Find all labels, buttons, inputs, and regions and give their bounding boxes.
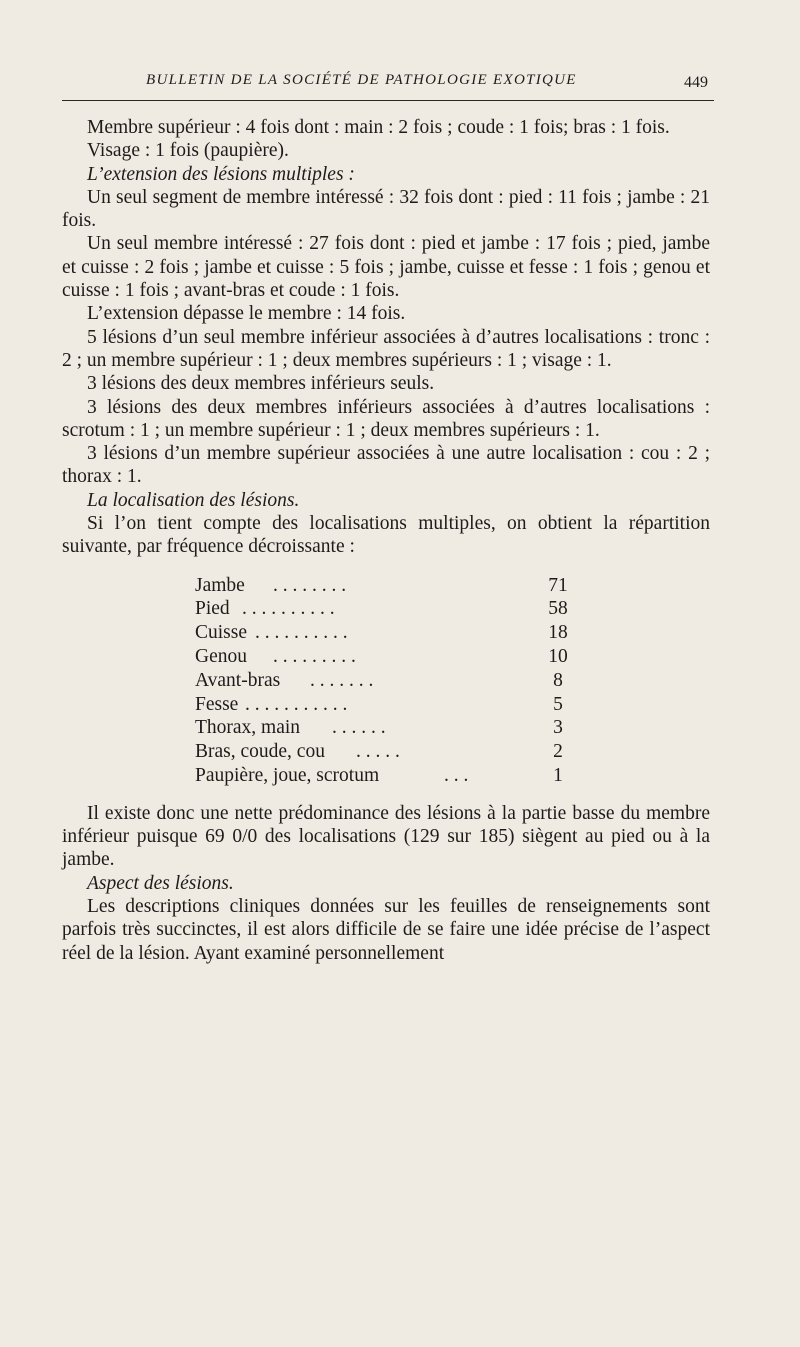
paragraph: 3 lésions d’un membre supérieur associées à une autre localisation : cou : 2 ; thorax : 1. (62, 443, 710, 488)
location-name: Avant-bras (195, 669, 281, 691)
location-name: Paupière, joue, scrotum (195, 765, 380, 787)
table-row (62, 645, 710, 669)
location-count: 10 (548, 646, 568, 668)
paragraph: 3 lésions des deux membres inférieurs seuls. (87, 373, 435, 395)
paragraph: Un seul segment de membre intéressé : 32 fois dont : pied : 11 fois ; jambe : 21 fois. (62, 186, 710, 232)
location-count: 18 (548, 622, 568, 644)
location-count: 3 (553, 717, 563, 739)
leader-dots: . . . . . . . . (273, 574, 347, 596)
paragraph: Les descriptions cliniques données sur les feuilles de renseignements sont parfois très succinctes, il est alors difficile de se faire une idée précise de l’aspect réel de la lésion. Ayant examiné personnellement (62, 896, 710, 964)
page-header (62, 72, 712, 96)
paragraph: 5 lésions d’un seul membre inférieur associées à d’autres localisations : tronc : 2 ; un membre supérieur : 1 ; deux membres supérieurs : 1 ; visage : 1. (62, 326, 710, 371)
paragraph: 3 lésions des deux membres inférieurs associées à d’autres localisations : scrotum : 1 ; un membre supérieur : 1 ; deux membres supérieurs : 1. (62, 396, 710, 441)
leader-dots: . . . (444, 765, 469, 787)
body-text (62, 116, 710, 965)
running-title: BULLETIN DE LA SOCIÉTÉ DE PATHOLOGIE EXOTIQUE (146, 72, 577, 88)
location-name: Cuisse (195, 622, 248, 644)
location-name: Thorax, main (195, 717, 301, 739)
location-count: 8 (553, 669, 563, 691)
heading-aspect: Aspect des lésions. (87, 872, 234, 894)
location-count: 1 (553, 765, 563, 787)
heading-localisation: La localisation des lésions. (87, 489, 300, 511)
leader-dots: . . . . . . . . . . . (245, 693, 348, 715)
table-row (62, 740, 710, 764)
table-row (62, 597, 710, 621)
leader-dots: . . . . . . . . . . (255, 622, 348, 644)
location-name: Bras, coude, cou (195, 741, 325, 763)
location-count: 58 (548, 598, 568, 620)
paragraph: L’extension dépasse le membre : 14 fois. (87, 303, 406, 325)
table-row (62, 693, 710, 717)
table-row (62, 716, 710, 740)
location-count: 5 (553, 693, 563, 715)
location-count: 71 (548, 574, 568, 596)
page-number: 449 (684, 74, 708, 91)
location-count: 2 (553, 741, 563, 763)
localisation-table (62, 574, 710, 788)
leader-dots: . . . . . . . (310, 669, 374, 691)
location-name: Fesse (195, 693, 239, 715)
location-name: Jambe (195, 574, 245, 596)
paragraph: Membre supérieur : 4 fois dont : main : 2 fois ; coude : 1 fois; bras : 1 fois. (87, 117, 670, 138)
paragraph: Si l’on tient compte des localisations multiples, on obtient la répartition suivante, par fréquence décroissante : (62, 513, 710, 558)
leader-dots: . . . . . (356, 741, 400, 763)
location-name: Pied (195, 598, 230, 620)
table-row (62, 621, 710, 645)
paragraph: Il existe donc une nette prédominance des lésions à la partie basse du membre inférieur puisque 69 0/0 des localisations (129 sur 185) siègent au pied ou à la jambe. (62, 802, 710, 871)
table-row (62, 764, 710, 788)
location-name: Genou (195, 646, 247, 668)
paragraph: Visage : 1 fois (paupière). (87, 140, 289, 162)
leader-dots: . . . . . . (332, 717, 386, 739)
paragraph: Un seul membre intéressé : 27 fois dont : pied et jambe : 17 fois ; pied, jambe et cuisse : 2 fois ; jambe et cuisse : 5 fois ; jambe, cuisse et fesse : 1 fois ; genou et cuisse : 1 fois ; avant-bras et coude : 1 fois. (62, 233, 710, 302)
subheading-extension: L’extension des lésions multiples : (87, 163, 355, 185)
header-rule (62, 100, 714, 101)
table-row (62, 669, 710, 693)
leader-dots: . . . . . . . . . . (242, 598, 335, 620)
table-row (62, 574, 710, 598)
leader-dots: . . . . . . . . . (273, 646, 356, 668)
